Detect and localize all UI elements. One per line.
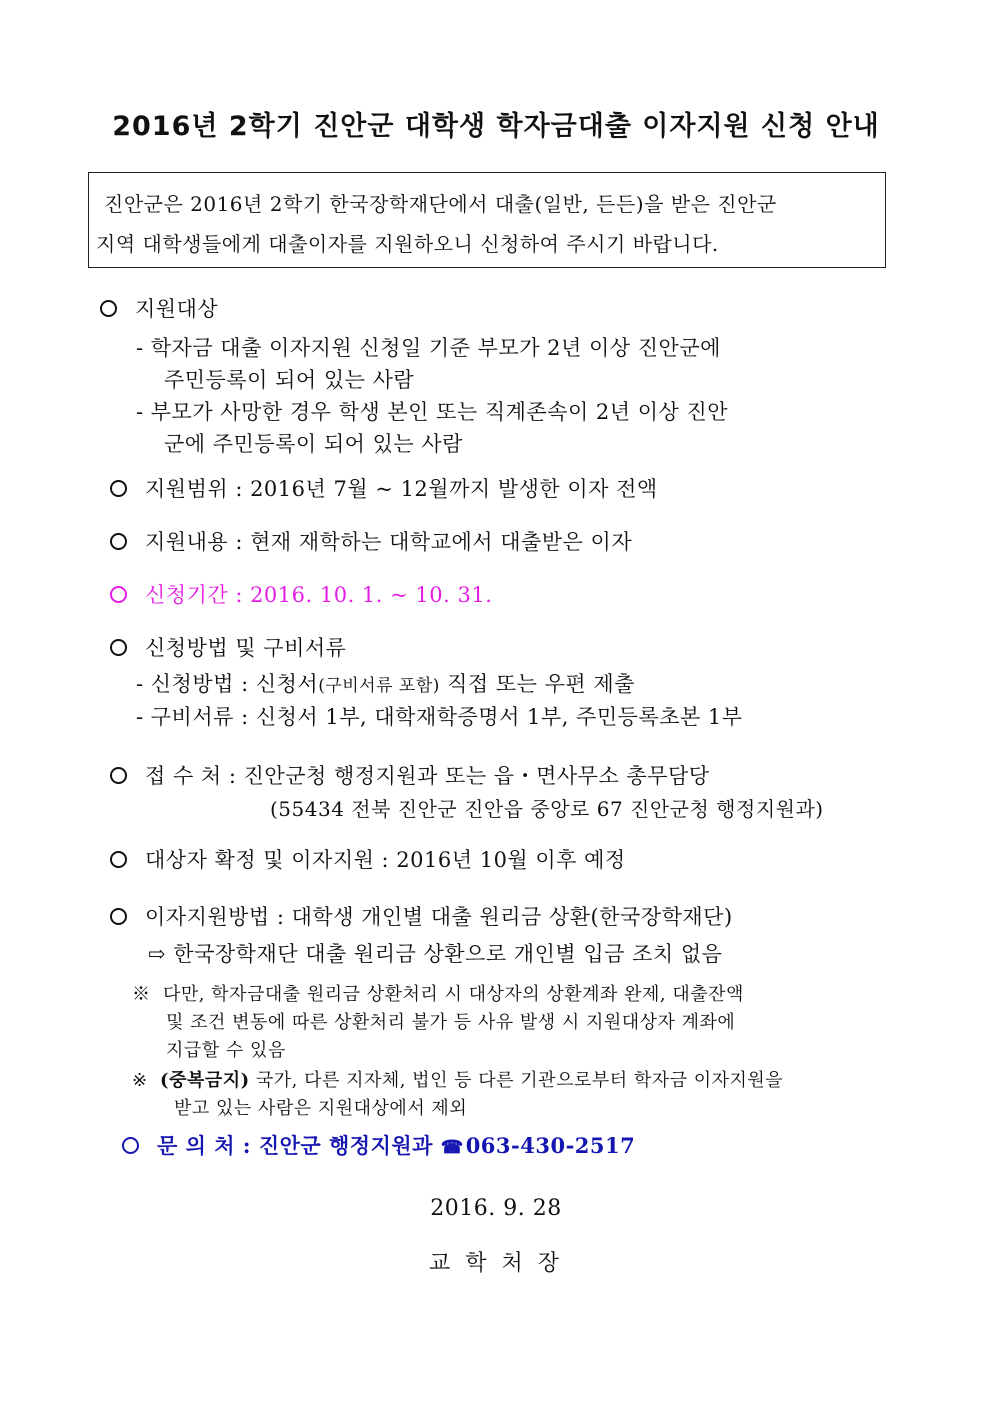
inquiry-phone: 063-430-2517 [465,1133,636,1158]
section-confirm [110,844,626,874]
reference-mark-icon: ※ [132,984,151,1005]
section-target-heading: 지원대상 [135,297,219,321]
note-2-line-1-text: 국가, 다른 지자체, 법인 등 다른 기관으로부터 학자금 이자지원을 [249,1070,784,1091]
method-item-2: - 구비서류 : 신청서 1부, 대학재학증명서 1부, 주민등록초본 1부 [136,705,743,729]
section-range-text: 지원범위 : 2016년 7월 ~ 12월까지 발생한 이자 전액 [145,477,658,501]
reception-address: (55434 전북 진안군 진안읍 중앙로 67 진안군청 행정지원과) [270,797,824,821]
method-item-1 [136,668,635,698]
payment-note-text: 한국장학재단 대출 원리금 상환으로 개인별 입금 조치 없음 [173,942,723,966]
section-method-heading: 신청방법 및 구비서류 [145,636,347,660]
section-inquiry [122,1130,635,1160]
issuer-name: 교 학 처 장 [429,1251,563,1276]
target-item-2-line-2: 군에 주민등록이 되어 있는 사람 [164,432,463,456]
bullet-circle-icon [110,851,127,868]
bullet-circle-icon [122,1137,139,1154]
note-1-line-1 [132,980,744,1006]
intro-line-1: 진안군은 2016년 2학기 한국장학재단에서 대출(일반, 든든)을 받은 진안군 [104,192,777,216]
note-2-line-2: 받고 있는 사람은 지원대상에서 제외 [174,1098,468,1119]
section-period-text: 신청기간 : 2016. 10. 1. ~ 10. 31. [145,583,493,607]
section-method [110,632,346,662]
method-item-1-small: (구비서류 포함) [318,676,440,696]
section-payment [110,901,733,931]
bullet-circle-icon [110,767,127,784]
inquiry-text: 문 의 처 : 진안군 행정지원과 [157,1133,433,1158]
target-item-2-line-1: - 부모가 사망한 경우 학생 본인 또는 직계존속이 2년 이상 진안 [136,400,729,424]
arrow-right-icon: ⇨ [148,942,167,966]
bullet-circle-icon [110,480,127,497]
section-confirm-text: 대상자 확정 및 이자지원 : 2016년 10월 이후 예정 [145,848,626,872]
note-1-line-1-text: 다만, 학자금대출 원리금 상환처리 시 대상자의 상환계좌 완제, 대출잔액 [162,984,744,1005]
section-target [100,293,218,323]
bullet-circle-icon [100,300,117,317]
section-range [110,473,658,503]
reference-mark-icon: ※ [132,1070,148,1091]
section-reception [110,760,710,790]
note-1-line-3: 지급할 수 있음 [166,1040,286,1061]
bullet-circle-icon [110,639,127,656]
target-item-1-line-2: 주민등록이 되어 있는 사람 [164,368,415,392]
note-1-line-2: 및 조건 변동에 따른 상환처리 불가 등 사유 발생 시 지원대상자 계좌에 [166,1012,736,1033]
note-2-bold: (중복금지) [160,1070,250,1091]
section-content [110,526,632,556]
intro-line-2: 지역 대학생들에게 대출이자를 지원하오니 신청하여 주시기 바랍니다. [96,232,719,256]
telephone-icon: ☎ [440,1137,464,1158]
bullet-circle-icon [110,533,127,550]
bullet-circle-icon [110,586,127,603]
payment-note [148,938,722,968]
page-title: 2016년 2학기 진안군 대학생 학자금대출 이자지원 신청 안내 [112,111,880,142]
method-item-1-suffix: 직접 또는 우편 제출 [439,672,635,696]
note-2-line-1 [132,1066,783,1092]
section-reception-line-1: 접 수 처 : 진안군청 행정지원과 또는 읍・면사무소 총무담당 [145,764,710,788]
section-content-text: 지원내용 : 현재 재학하는 대학교에서 대출받은 이자 [145,530,633,554]
bullet-circle-icon [110,908,127,925]
section-payment-line-1: 이자지원방법 : 대학생 개인별 대출 원리금 상환(한국장학재단) [145,905,733,929]
document-date: 2016. 9. 28 [430,1196,562,1221]
method-item-1-prefix: - 신청방법 : 신청서 [136,672,319,696]
section-period [110,579,492,609]
target-item-1-line-1: - 학자금 대출 이자지원 신청일 기준 부모가 2년 이상 진안군에 [136,336,721,360]
